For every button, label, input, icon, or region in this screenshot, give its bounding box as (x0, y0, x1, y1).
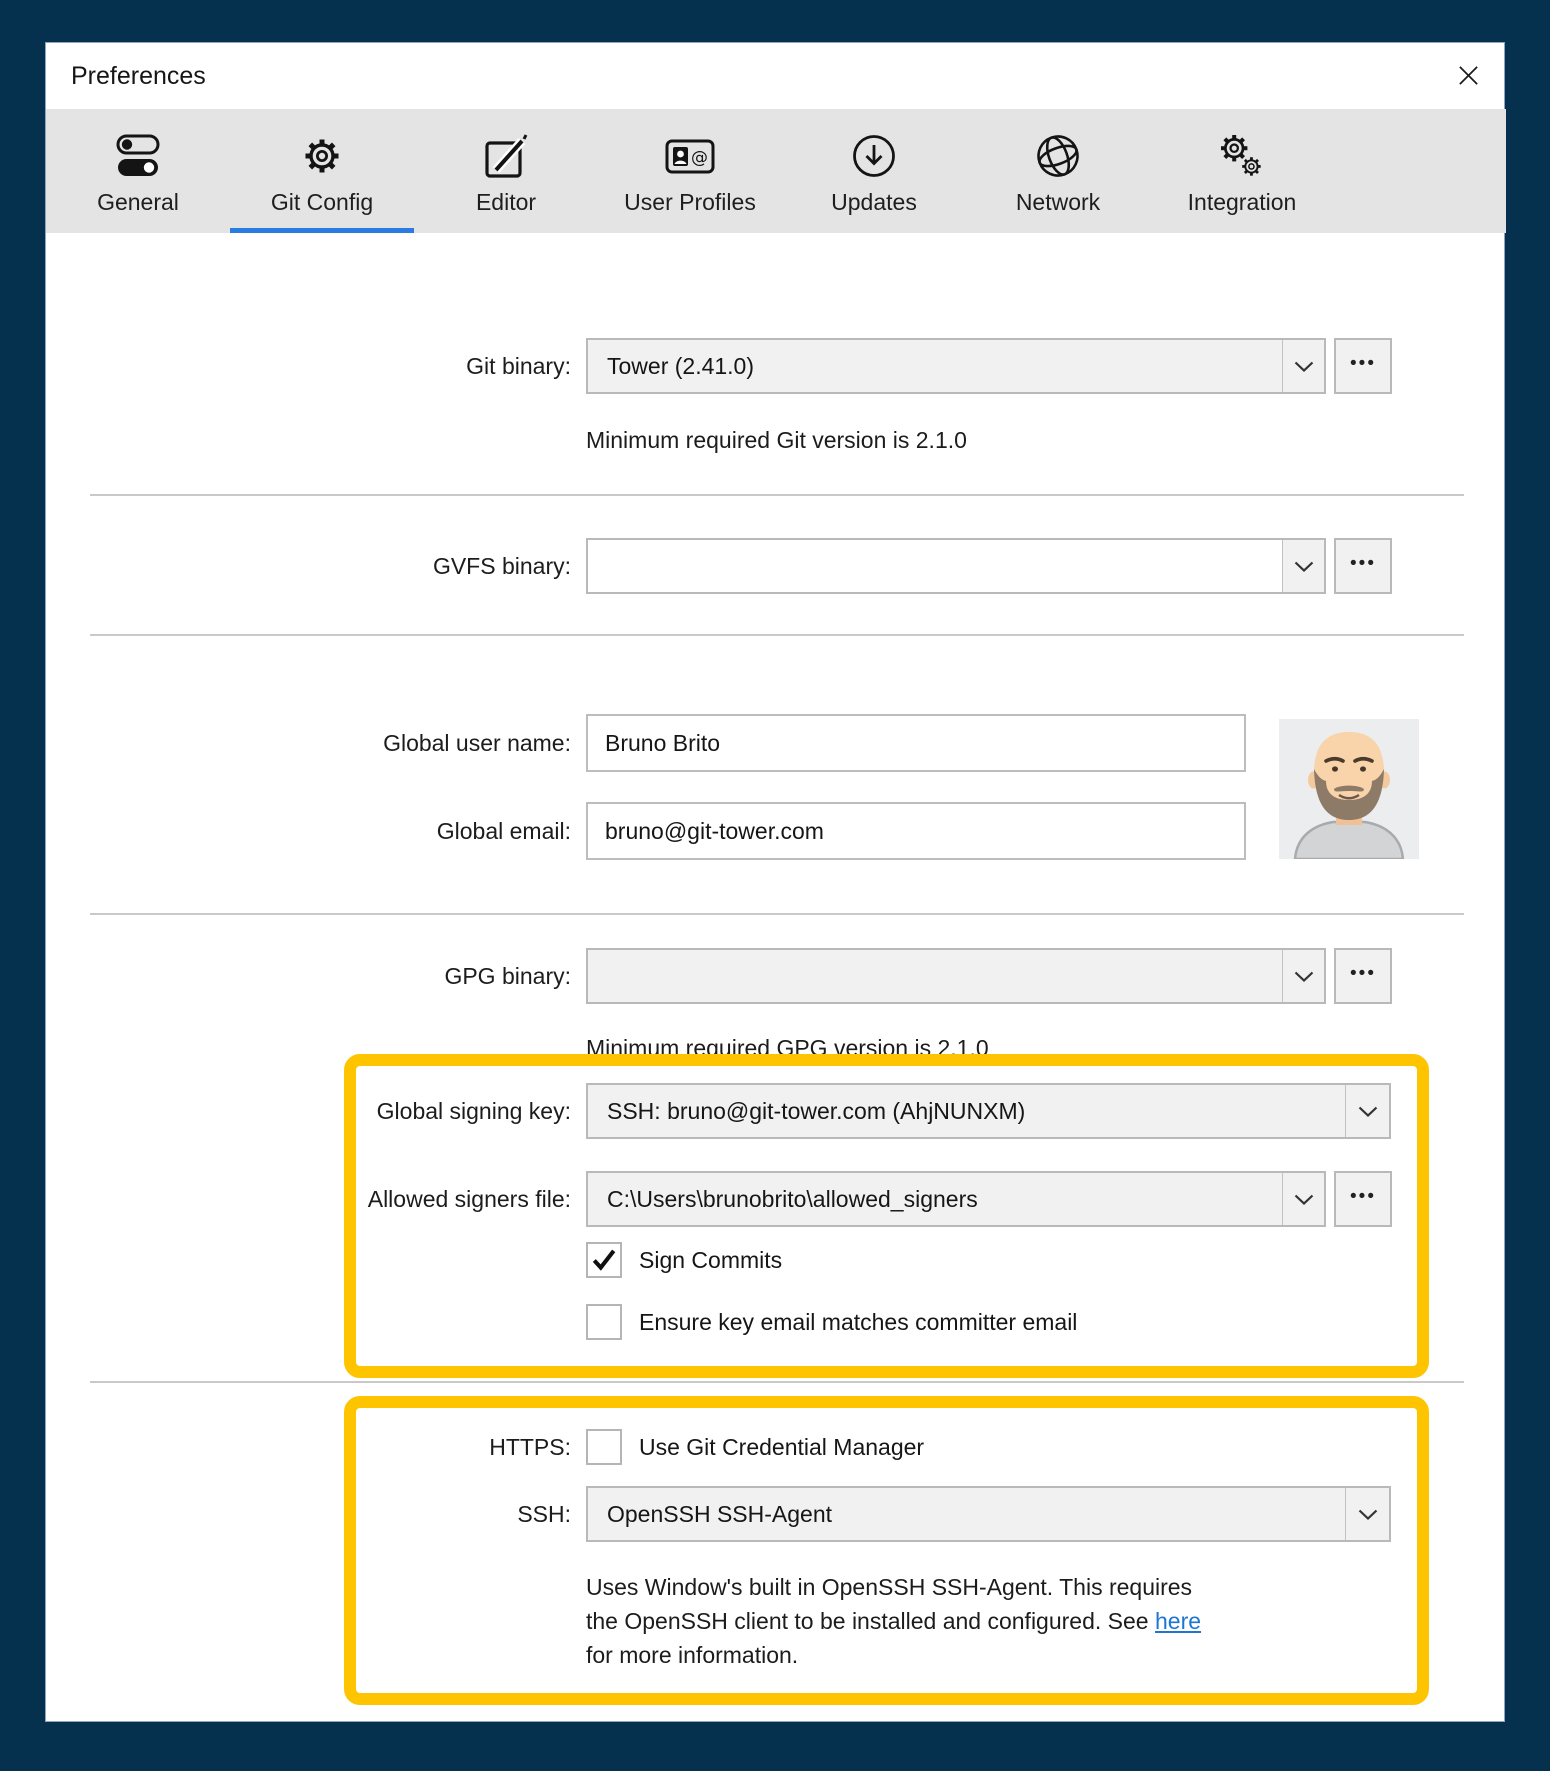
chevron-down-icon (1294, 561, 1314, 572)
tab-label: Git Config (270, 189, 374, 215)
check-icon (590, 1246, 618, 1274)
download-circle-icon (850, 127, 898, 185)
tab-label: User Profiles (624, 189, 756, 215)
ensure-key-email-row (46, 1304, 1506, 1340)
tab-general[interactable] (46, 109, 230, 233)
global-signing-key-combo[interactable] (586, 1083, 1391, 1139)
allowed-signers-file-combo[interactable] (586, 1171, 1326, 1227)
gvfs-binary-dropdown-button[interactable] (1282, 540, 1324, 592)
double-gear-icon (1216, 127, 1268, 185)
gpg-binary-browse-button[interactable] (1334, 948, 1392, 1004)
tab-user-profiles[interactable] (598, 109, 782, 233)
ssh-helper (586, 1570, 1201, 1672)
gpg-binary-label: GPG binary: (444, 962, 571, 989)
here-link[interactable]: here (1154, 1608, 1202, 1634)
divider (90, 913, 1464, 915)
allowed-signers-file-dropdown-button[interactable] (1282, 1173, 1324, 1225)
ssh-agent-combo[interactable] (586, 1486, 1391, 1542)
allowed-signers-file-label: Allowed signers file: (367, 1185, 571, 1212)
tab-bar (46, 109, 1506, 233)
ensure-key-email-checkbox[interactable] (586, 1304, 622, 1340)
chevron-down-icon (1294, 361, 1314, 372)
ellipsis-icon: ••• (1350, 552, 1376, 574)
gvfs-binary-value (588, 540, 1282, 592)
pencil-square-icon (482, 127, 530, 185)
git-binary-combo[interactable] (586, 338, 1326, 394)
chevron-down-icon (1294, 1194, 1314, 1205)
allowed-signers-browse-button[interactable] (1334, 1171, 1392, 1227)
sign-commits-label: Sign Commits (639, 1246, 783, 1273)
allowed-signers-file-row (46, 1171, 1506, 1227)
global-signing-key-dropdown-button[interactable] (1345, 1085, 1389, 1137)
git-binary-value: Tower (2.41.0) (607, 352, 755, 379)
tab-label: Editor (475, 189, 537, 215)
tab-git-config[interactable] (230, 109, 414, 233)
divider (90, 634, 1464, 636)
ssh-row (46, 1486, 1506, 1542)
gpg-binary-combo[interactable] (586, 948, 1326, 1004)
tab-label: Network (1015, 189, 1101, 215)
chevron-down-icon (1294, 971, 1314, 982)
avatar (1279, 719, 1419, 859)
https-label: HTTPS: (489, 1433, 571, 1460)
allowed-signers-file-value: C:\Users\brunobrito\allowed_signers (607, 1185, 978, 1212)
git-credential-manager-label: Use Git Credential Manager (639, 1433, 925, 1460)
ssh-label: SSH: (517, 1500, 571, 1527)
git-binary-browse-button[interactable] (1334, 338, 1392, 394)
globe-icon (1034, 127, 1082, 185)
ssh-helper-line3: for more information. (586, 1642, 799, 1668)
gpg-binary-dropdown-button[interactable] (1282, 950, 1324, 1002)
ellipsis-icon: ••• (1350, 962, 1376, 984)
chevron-down-icon (1358, 1106, 1378, 1117)
global-signing-key-row (46, 1083, 1506, 1139)
toggles-icon (115, 127, 161, 185)
tab-updates[interactable] (782, 109, 966, 233)
svg-text:@: @ (691, 148, 708, 168)
tab-integration[interactable] (1150, 109, 1334, 233)
git-binary-row (46, 338, 1506, 394)
global-signing-key-label: Global signing key: (376, 1097, 571, 1124)
titlebar (46, 43, 1504, 109)
ssh-helper-line2: the OpenSSH client to be installed and configured. See here (586, 1608, 1202, 1634)
tab-network[interactable] (966, 109, 1150, 233)
git-binary-dropdown-button[interactable] (1282, 340, 1324, 392)
gvfs-binary-row (46, 538, 1506, 594)
gear-icon (298, 127, 346, 185)
gvfs-binary-browse-button[interactable] (1334, 538, 1392, 594)
divider (90, 1381, 1464, 1383)
global-email-input[interactable] (586, 802, 1246, 860)
gpg-version-helper: Minimum required GPG version is 2.1.0 (586, 1035, 989, 1061)
gvfs-binary-combo[interactable] (586, 538, 1326, 594)
ssh-helper-line1: Uses Window's built in OpenSSH SSH-Agent. This requires (586, 1574, 1193, 1600)
tab-editor[interactable] (414, 109, 598, 233)
ensure-key-email-label: Ensure key email matches committer email (639, 1308, 1078, 1335)
gpg-binary-value (588, 950, 1282, 1002)
sign-commits-checkbox[interactable] (586, 1242, 622, 1278)
tab-label: General (97, 189, 179, 215)
global-user-name-label: Global user name: (383, 729, 571, 756)
sign-commits-row (46, 1242, 1506, 1278)
tab-label: Integration (1187, 189, 1297, 215)
global-email-label: Global email: (436, 817, 571, 844)
https-row (46, 1429, 1506, 1465)
tab-label: Updates (831, 189, 917, 215)
git-credential-manager-checkbox[interactable] (586, 1429, 622, 1465)
ellipsis-icon: ••• (1350, 1185, 1376, 1207)
ellipsis-icon: ••• (1350, 352, 1376, 374)
git-binary-label: Git binary: (466, 352, 571, 379)
dialog-title: Preferences (71, 62, 206, 90)
global-signing-key-value: SSH: bruno@git-tower.com (AhjNUNXM) (607, 1097, 1026, 1124)
contact-card-icon (664, 127, 716, 185)
ssh-agent-value: OpenSSH SSH-Agent (607, 1500, 833, 1527)
close-icon (1457, 64, 1480, 87)
close-button[interactable] (1446, 53, 1490, 97)
gvfs-binary-label: GVFS binary: (432, 552, 571, 579)
ssh-agent-dropdown-button[interactable] (1345, 1488, 1389, 1540)
global-user-name-input[interactable] (586, 714, 1246, 772)
chevron-down-icon (1358, 1509, 1378, 1520)
git-version-helper: Minimum required Git version is 2.1.0 (586, 427, 967, 453)
divider (90, 494, 1464, 496)
preferences-dialog (45, 42, 1505, 1722)
gpg-binary-row (46, 948, 1506, 1004)
